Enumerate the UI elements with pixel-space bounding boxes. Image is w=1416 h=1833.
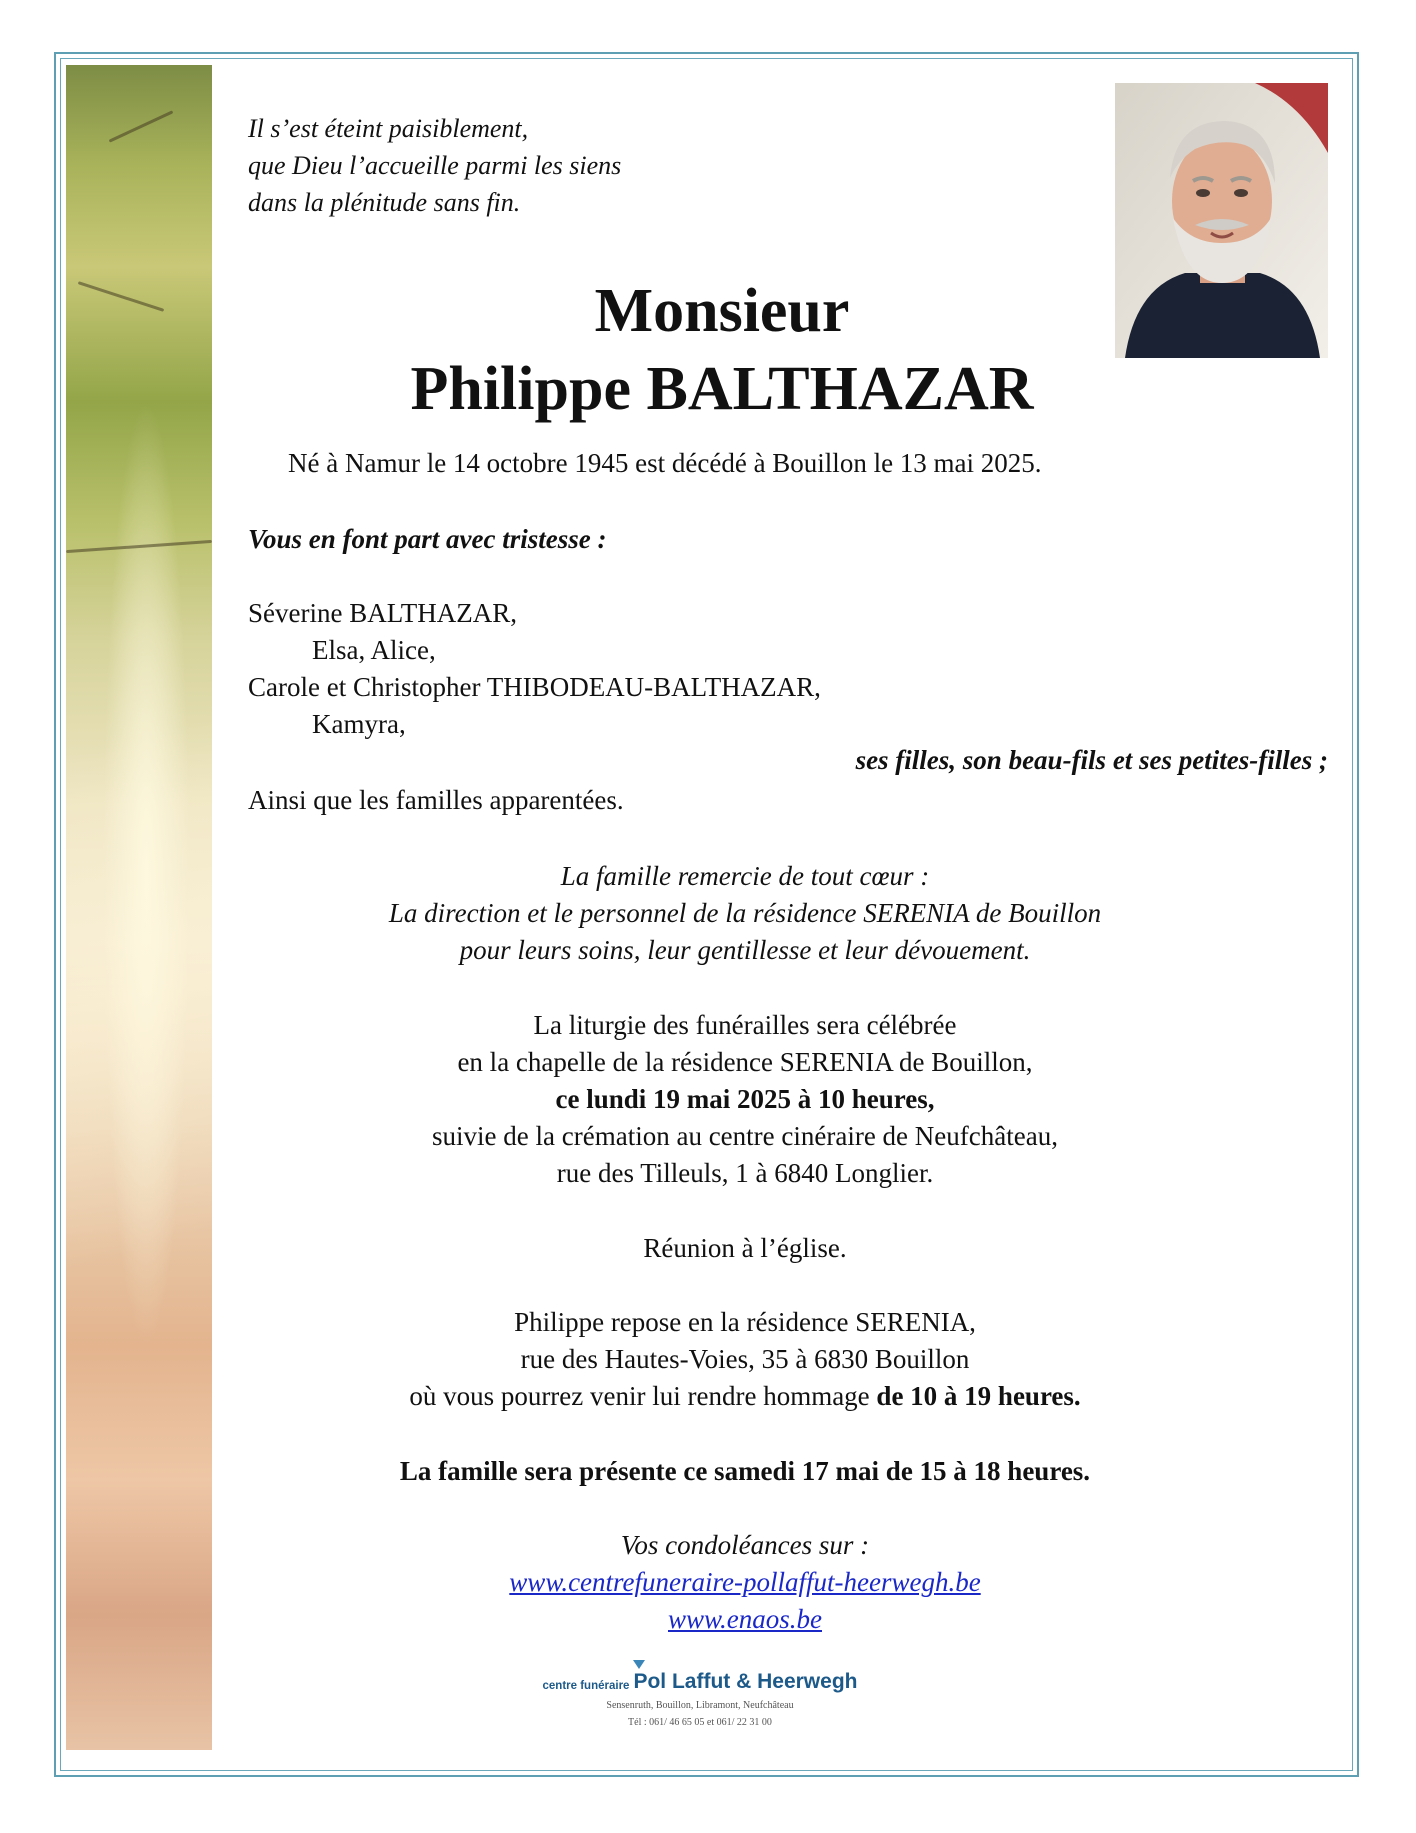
repose-line: rue des Hautes-Voies, 35 à 6830 Bouillon bbox=[520, 1344, 970, 1374]
logo-locations: Sensenruth, Bouillon, Libramont, Neufchâteau bbox=[606, 1700, 794, 1711]
poem-line: dans la plénitude sans fin. bbox=[248, 188, 521, 217]
family-member: Séverine BALTHAZAR, bbox=[248, 598, 517, 628]
condolences-label: Vos condoléances sur : bbox=[620, 1530, 870, 1560]
poem-line: que Dieu l’accueille parmi les siens bbox=[248, 151, 622, 180]
logo-small-text: centre funéraire bbox=[542, 1680, 630, 1692]
deceased-title bbox=[250, 272, 1250, 428]
thanks-line: pour leurs soins, leur gentillesse et leur dévouement. bbox=[459, 935, 1031, 965]
family-presence: La famille sera présente ce samedi 17 mai de 15 à 18 heures. bbox=[399, 1456, 1091, 1486]
condolences-link-enaos[interactable]: www.enaos.be bbox=[668, 1604, 822, 1634]
thanks-line: La direction et le personnel de la résidence SERENIA de Bouillon bbox=[388, 898, 1102, 928]
gathering-note: Réunion à l’église. bbox=[643, 1233, 847, 1263]
liturgy-line: La liturgie des funérailles sera célébrée bbox=[533, 1010, 957, 1040]
repose-line bbox=[246, 1378, 1244, 1415]
logo-wordmark bbox=[500, 1670, 900, 1694]
honorific: Monsieur bbox=[594, 277, 850, 345]
forest-path-image bbox=[66, 65, 212, 1750]
family-relation: ses filles, son beau-fils et ses petites-filles ; bbox=[855, 745, 1328, 775]
family-list bbox=[248, 595, 821, 743]
deceased-name: Philippe BALTHAZAR bbox=[410, 355, 1034, 423]
repose-section bbox=[246, 1304, 1244, 1415]
funeral-home-logo bbox=[500, 1670, 900, 1728]
visiting-hours: de 10 à 19 heures. bbox=[876, 1381, 1081, 1411]
repose-prefix: où vous pourrez venir lui rendre hommage bbox=[409, 1381, 877, 1411]
family-member: Kamyra, bbox=[312, 709, 406, 739]
birth-death-statement: Né à Namur le 14 octobre 1945 est décédé à Bouillon le 13 mai 2025. bbox=[288, 448, 1042, 478]
repose-line: Philippe repose en la résidence SERENIA, bbox=[514, 1307, 976, 1337]
liturgy-line: en la chapelle de la résidence SERENIA de Bouillon, bbox=[457, 1047, 1033, 1077]
family-member: Elsa, Alice, bbox=[312, 635, 436, 665]
thanks-line: La famille remercie de tout cœur : bbox=[560, 861, 930, 891]
thanks-section bbox=[246, 858, 1244, 969]
announcement-heading: Vous en font part avec tristesse : bbox=[248, 524, 607, 554]
condolences-section bbox=[246, 1527, 1244, 1638]
liturgy-line: rue des Tilleuls, 1 à 6840 Longlier. bbox=[556, 1158, 934, 1188]
liturgy-line: suivie de la crémation au centre cinéraire de Neufchâteau, bbox=[432, 1121, 1058, 1151]
poem bbox=[248, 110, 621, 221]
related-families: Ainsi que les familles apparentées. bbox=[248, 785, 624, 815]
logo-big-text: Pol Laffut & Heerwegh bbox=[633, 1670, 858, 1693]
logo-phone: Tél : 061/ 46 65 05 et 061/ 22 31 00 bbox=[628, 1717, 772, 1728]
liturgy-section bbox=[246, 1007, 1244, 1192]
funeral-date: ce lundi 19 mai 2025 à 10 heures, bbox=[555, 1084, 935, 1114]
family-member: Carole et Christopher THIBODEAU-BALTHAZAR, bbox=[248, 672, 821, 702]
poem-line: Il s’est éteint paisiblement, bbox=[248, 114, 529, 143]
condolences-link-funeral-home[interactable]: www.centrefuneraire-pollaffut-heerwegh.be bbox=[509, 1567, 981, 1597]
logo-triangle-icon bbox=[633, 1660, 645, 1669]
